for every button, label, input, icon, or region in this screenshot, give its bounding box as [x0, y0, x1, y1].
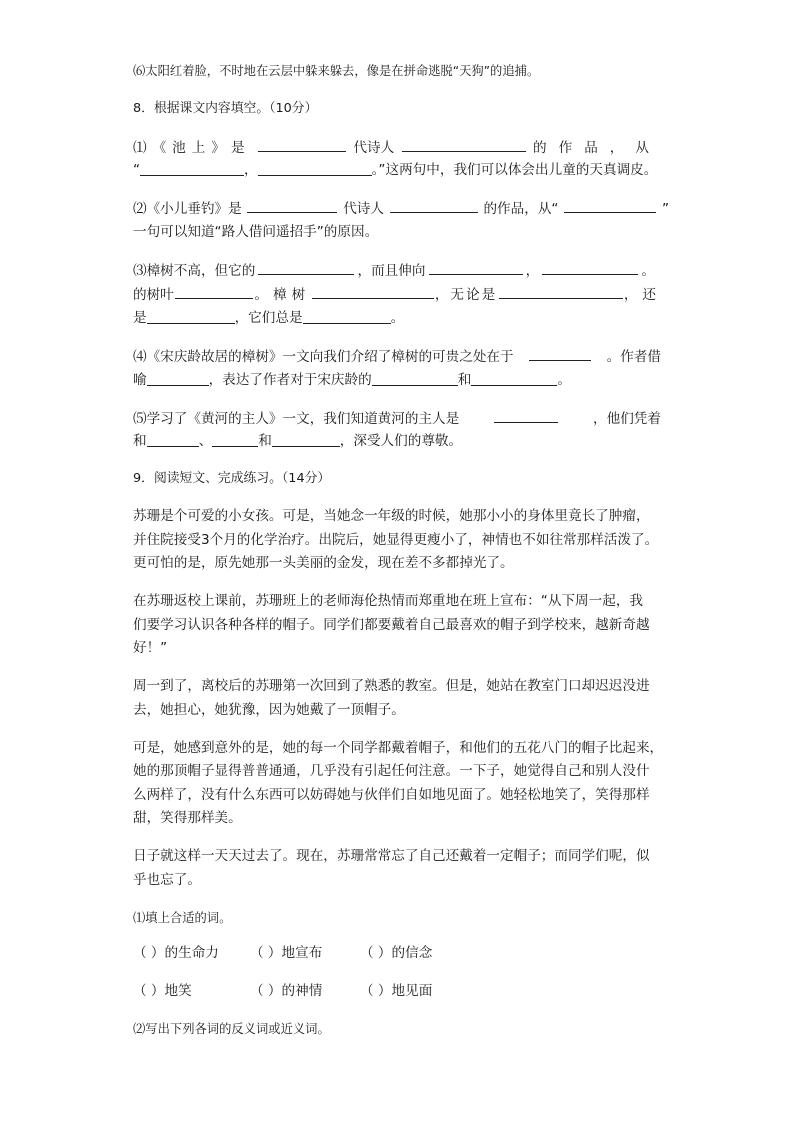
q8-part3-line3 — [133, 308, 404, 328]
q8-part5-line1 — [133, 408, 661, 429]
fill-word-item[interactable]: （ ）的信念 — [360, 945, 433, 961]
q8-1-poet-label: 代诗人 — [353, 140, 395, 156]
q8-3-text: ，它们总是 — [234, 310, 303, 326]
fill-word-item[interactable]: （ ）地见面 — [360, 983, 433, 999]
comma: ， — [244, 162, 258, 178]
answer-blank[interactable] — [258, 137, 346, 152]
fill-word-item[interactable]: （ ）地宣布 — [250, 945, 323, 961]
q8-4-text: 喻 — [133, 372, 147, 388]
q9-1-instruction: ⑴填上合适的词。 — [133, 911, 232, 925]
q8-5-text: 和 — [258, 433, 272, 449]
open-quote: “ — [133, 162, 141, 178]
q8-5-text: 和 — [133, 433, 147, 449]
q8-part1-line1 — [133, 137, 661, 158]
fill-word-row-2 — [133, 981, 432, 1001]
answer-blank[interactable] — [303, 309, 391, 324]
passage-paragraph-line: 周一到了，离校后的苏珊第一次回到了熟悉的教室。但是，她站在教室门口却迟迟没进 — [133, 678, 650, 694]
passage-paragraph-line: 甜，笑得那样美。 — [133, 810, 242, 826]
fill-word-item[interactable]: （ ）地笑 — [133, 983, 192, 999]
q8-4-text: ，表达了作者对于宋庆龄的 — [208, 372, 372, 388]
passage-paragraph-line: 么两样了，没有什么东西可以妨碍她与伙伴们自如地见面了。她轻松地笑了，笑得那样 — [133, 787, 650, 803]
answer-blank[interactable] — [372, 371, 458, 386]
answer-blank[interactable] — [147, 432, 199, 447]
q8-1-tail-text: 。”这两句中，我们可以体会出儿童的天真调皮。 — [371, 162, 658, 178]
answer-blank[interactable] — [212, 432, 258, 447]
q8-2-prefix: ⑵《小儿垂钓》是 — [133, 201, 242, 217]
q9-2-instruction: ⑵写出下列各词的反义词或近义词。 — [133, 1022, 330, 1036]
q8-3-text: 。樟树 — [254, 287, 311, 303]
q8-3-prefix: ⑶樟树不高，但它的 — [133, 263, 256, 279]
question-8-heading: 8．根据课文内容填空。（10分） — [133, 101, 318, 116]
q8-1-prefix: ⑴《池上》是 — [133, 140, 251, 156]
q8-3-text: ，还 — [623, 287, 661, 303]
period: 。 — [557, 372, 571, 388]
fill-word-item[interactable]: （ ）的神情 — [250, 983, 323, 999]
item-6-sentence: ⑹太阳红着脸，不时地在云层中躲来躲去，像是在拼命逃脱“天狗”的追捕。 — [133, 64, 540, 78]
answer-blank[interactable] — [247, 198, 337, 213]
q8-part3-line2 — [133, 284, 661, 305]
passage-paragraph-line: 好！” — [133, 640, 168, 656]
passage-paragraph-line: 日子就这样一天天过去了。现在，苏珊常常忘了自己还戴着一定帽子；而同学们呢，似 — [133, 848, 650, 864]
q8-part4-line2 — [133, 370, 571, 390]
answer-blank[interactable] — [175, 284, 253, 299]
q8-part4-line1 — [133, 346, 661, 367]
answer-blank[interactable] — [471, 371, 557, 386]
q8-3-text: ，无论是 — [434, 287, 498, 303]
answer-blank[interactable] — [499, 284, 623, 299]
passage-paragraph-line: 更可怕的是，原先她那一头美丽的金发，现在差不多都掉光了。 — [133, 555, 514, 571]
close-quote: ” — [661, 201, 669, 217]
answer-blank[interactable] — [258, 161, 372, 176]
answer-blank[interactable] — [542, 260, 638, 275]
passage-paragraph-line: 并住院接受3个月的化学治疗。出院后，她显得更瘦小了，神情也不如往常那样活泼了。 — [133, 532, 659, 548]
q8-2-poet-label: 代诗人 — [343, 201, 384, 217]
fill-word-row-1 — [133, 943, 432, 963]
answer-blank[interactable] — [147, 371, 209, 386]
answer-blank[interactable] — [529, 346, 591, 361]
q8-3-text: 是 — [133, 310, 147, 326]
answer-blank[interactable] — [402, 137, 526, 152]
q8-4-text: 。作者借 — [606, 349, 661, 365]
answer-blank[interactable] — [140, 161, 244, 176]
q8-5-prefix: ⑸学习了《黄河的主人》一文，我们知道黄河的主人是 — [133, 411, 460, 427]
q8-part2-line2: 一句可以知道“路人借问遥招手”的原因。 — [133, 224, 379, 240]
answer-blank[interactable] — [258, 260, 354, 275]
q8-part5-line2 — [133, 431, 462, 451]
answer-blank[interactable] — [564, 198, 656, 213]
question-9-heading: 9．阅读短文、完成练习。（14分） — [133, 471, 331, 486]
passage-paragraph-line: 去，她担心，她犹豫，因为她戴了一顶帽子。 — [133, 702, 405, 718]
passage-paragraph-line: 在苏珊返校上课前，苏珊班上的老师海伦热情而郑重地在班上宣布：“从下周一起，我 — [133, 593, 644, 609]
passage-paragraph-line: 苏珊是个可爱的小女孩。可是，当她念一年级的时候，她那小小的身体里竟长了肿瘤， — [133, 508, 650, 524]
passage-paragraph-line: 可是，她感到意外的是，她的每一个同学都戴着帽子，和他们的五花八门的帽子比起来， — [133, 740, 664, 756]
q8-4-text: 和 — [457, 372, 472, 388]
q8-5-text: ，他们凭着 — [593, 411, 661, 427]
passage-paragraph-line: 她的那顶帽子显得普普通通，几乎没有引起任何注意。一下子，她觉得自己和别人没什 — [133, 763, 650, 779]
q8-3-text: 的树叶 — [133, 287, 174, 303]
answer-blank[interactable] — [312, 284, 434, 299]
passage-paragraph-line: 乎也忘了。 — [133, 872, 201, 888]
answer-blank[interactable] — [272, 432, 340, 447]
q8-3-text: ，而且伸向 — [357, 263, 426, 279]
q8-1-works-label: 的作品，从 — [533, 140, 661, 156]
answer-blank[interactable] — [494, 408, 558, 423]
answer-blank[interactable] — [147, 309, 235, 324]
comma: ， — [525, 263, 540, 279]
answer-blank[interactable] — [429, 260, 523, 275]
period: 。 — [390, 310, 405, 326]
q8-part3-line1 — [133, 260, 655, 281]
answer-blank[interactable] — [390, 198, 478, 213]
q8-5-text: ，深受人们的尊敬。 — [339, 433, 463, 449]
q8-2-from-label: 的作品，从“ — [483, 201, 559, 217]
q8-5-text: 、 — [198, 433, 213, 449]
fill-word-item[interactable]: （ ）的生命力 — [133, 945, 219, 961]
passage-paragraph-line: 们要学习认识各种各样的帽子。同学们都要戴着自己最喜欢的帽子到学校来，越新奇越 — [133, 617, 650, 633]
q8-part1-line2 — [133, 160, 657, 180]
q8-4-prefix: ⑷《宋庆龄故居的樟树》一文向我们介绍了樟树的可贵之处在于 — [133, 349, 514, 365]
period: 。 — [641, 263, 655, 279]
q8-part2-line1 — [133, 198, 669, 219]
